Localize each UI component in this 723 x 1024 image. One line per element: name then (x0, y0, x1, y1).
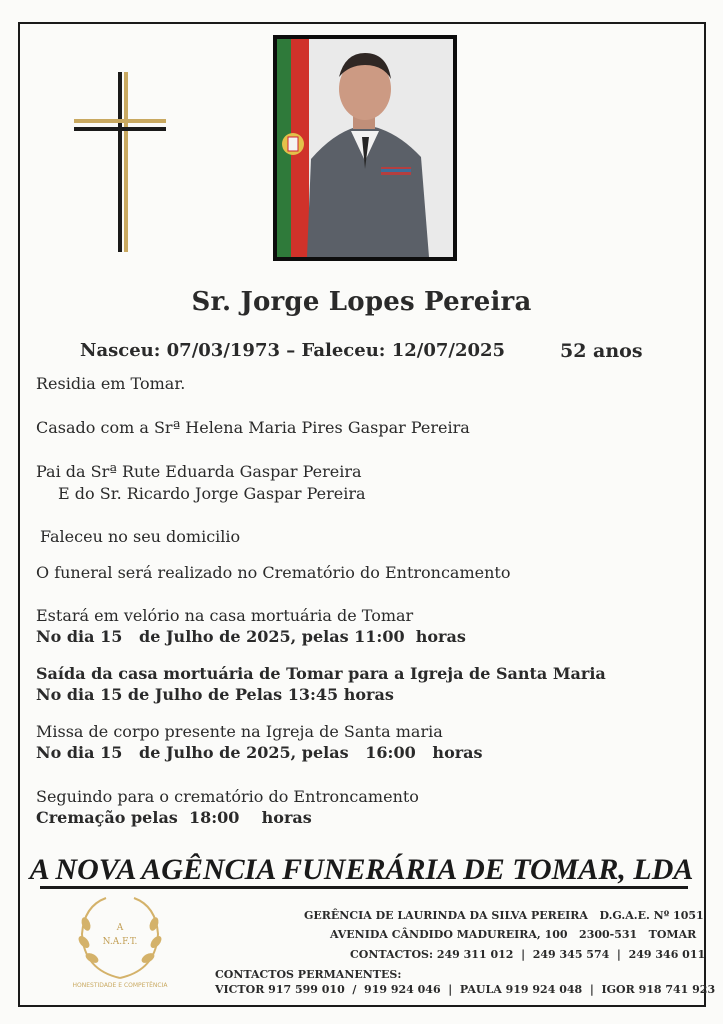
departure-line: Saída da casa mortuária de Tomar para a Igreja de Santa Maria (36, 664, 606, 683)
residence-line: Residia em Tomar. (36, 374, 186, 393)
mass-time-line: No dia 15 de Julho de 2025, pelas 16:00 horas (36, 743, 483, 762)
departure-time-line: No dia 15 de Julho de Pelas 13:45 horas (36, 685, 394, 704)
wake-line: Estará em velório na casa mortuária de Tomar (36, 606, 414, 625)
spouse-line: Casado com a Srª Helena Maria Pires Gaspar Pereira (36, 418, 470, 437)
portrait-photo (277, 39, 453, 257)
cross-icon (74, 72, 166, 252)
agency-title: A NOVA AGÊNCIA FUNERÁRIA DE TOMAR, LDA (29, 853, 694, 886)
permanent-contacts-list: VICTOR 917 599 010 / 919 924 046 | PAULA 919 924 048 | IGOR 918 741 923 (215, 983, 716, 996)
funeral-line: O funeral será realizado no Crematório do Entroncamento (36, 563, 511, 582)
permanent-contacts-label: CONTACTOS PERMANENTES: (215, 968, 402, 981)
agency-address: AVENIDA CÂNDIDO MADUREIRA, 100 2300-531 TOMAR (330, 928, 697, 941)
agency-contacts: CONTACTOS: 249 311 012 | 249 345 574 | 249 346 011 (350, 948, 706, 961)
agency-underline (40, 886, 688, 889)
age: 52 anos (560, 340, 643, 362)
agency-seal-icon (64, 890, 176, 990)
agency-management: GERÊNCIA DE LAURINDA DA SILVA PEREIRA D.G.A.E. Nº 1051 (304, 909, 704, 922)
seal-motto: HONESTIDADE E COMPETÊNCIA (72, 982, 168, 989)
wake-time-line: No dia 15 de Julho de 2025, pelas 11:00 horas (36, 627, 466, 646)
mass-line: Missa de corpo presente na Igreja de Santa maria (36, 722, 443, 741)
deceased-name: Sr. Jorge Lopes Pereira (191, 287, 532, 317)
child-line: E do Sr. Ricardo Jorge Gaspar Pereira (58, 484, 366, 503)
portrait-illustration (277, 39, 453, 257)
cremation-line: Seguindo para o crematório do Entroncamento (36, 787, 419, 806)
seal-letter: A (116, 923, 124, 933)
seal-abbreviation: N.A.F.T. (102, 937, 138, 947)
child-line: Pai da Srª Rute Eduarda Gaspar Pereira (36, 462, 362, 481)
birth-death-dates: Nasceu: 07/03/1973 – Faleceu: 12/07/2025 (80, 340, 506, 361)
death-place-line: Faleceu no seu domicilio (40, 527, 241, 546)
cremation-time-line: Cremação pelas 18:00 horas (36, 808, 312, 827)
portrait-frame (273, 35, 457, 261)
